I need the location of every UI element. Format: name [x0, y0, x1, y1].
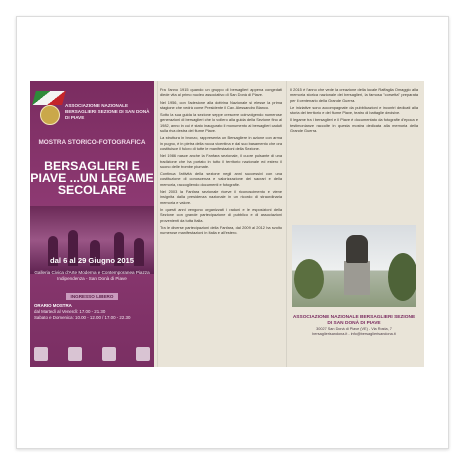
hours-weekend: Sabato e Domenica: 10.00 - 12.00 / 17.00 - 22.30 — [34, 315, 131, 320]
paragraph: Nel 1986 nasce anche la Fanfara sezionale, il cuore pulsante di una tradizione che ha portato in tutto il territorio nazionale ed estero il suono delle trombe piumate. — [160, 153, 282, 169]
paragraph: Sotto la sua guida la sezione seppe crescere coinvolgendo numerose generazioni di bersaglieri che lo vollero alla guida della Sezione fino al 1982, anno in cui è stato inaugurato il monumento ai bersaglieri caduti sulla riva destra del fiume Piave. — [160, 112, 282, 134]
paragraph: Il 2015 è l'anno che vede la creazione della locale Raffaglia Omaggio alla memoria storica nazionale dei bersaglieri, la famosa "corsetta" preparata per il centenario della Grande Guerra. — [290, 87, 418, 103]
association-emblem-icon — [40, 105, 60, 125]
monument-base — [344, 261, 370, 295]
paragraph: Nel 2003 la Fanfara sezionale riceve il riconoscimento e viene insignita dalla presidenza nazionale in un ricordo di straordinaria memoria e valore. — [160, 189, 282, 205]
sponsor-logo-icon — [102, 347, 116, 361]
footer-contact: bersaglierisandona.it - info@bersaglierisandona.it — [312, 332, 396, 336]
footer-address: 30027 San Donà di Piave (VE) - Via Rosta, 7 — [316, 327, 392, 331]
paragraph: La struttura in bronzo, rappresenta un Bersagliere in azione con arma in pugno, è in pietra della rocca vicentina e dal suo basamento che ora costituisce il fulcro di tutte le manifestazioni della Sezione. — [160, 135, 282, 151]
exhibition-type: MOSTRA STORICO-FOTOGRAFICA — [38, 139, 146, 146]
bersagliere-statue — [346, 235, 368, 263]
brochure-sheet — [30, 81, 424, 367]
history-text-column — [160, 87, 282, 363]
paragraph: Tra le diverse partecipazioni della Fanfara, dal 2009 al 2012 ha svolto numerose manifestazioni in Italia e all'estero. — [160, 224, 282, 236]
hours-weekdays: dal Martedì al Venerdì: 17.00 - 21.30 — [34, 309, 106, 314]
opening-hours-title: ORARIO MOSTRA — [34, 303, 72, 308]
opening-hours — [34, 303, 150, 321]
paragraph: Le iniziative sono accompagnate da pubblicazioni e incontri dedicati alla storia del territorio e del fiume Piave, teatro di battaglie decisive. — [290, 104, 418, 116]
sponsor-logo-icon — [136, 347, 150, 361]
sponsor-logos — [34, 343, 150, 361]
cover-panel — [30, 81, 154, 367]
exhibition-dates: dal 6 al 29 Giugno 2015 — [50, 256, 134, 265]
monument-photo — [292, 225, 416, 307]
association-footer — [292, 315, 416, 337]
history-text-column-right — [290, 87, 418, 223]
fold-line — [286, 81, 287, 367]
paragraph: In questi anni vengono organizzati i raduni e le esposizioni della Sezione con grande partecipazione di pubblico e di associazioni provenienti da tutta Italia. — [160, 206, 282, 223]
fold-line — [157, 81, 158, 367]
paragraph: Fra l'anno 1915 quando un gruppo di bersaglieri appena congedati diede vita al primo nucleo associativo di San Donà di Piave. — [160, 87, 282, 98]
italian-flag-icon — [32, 91, 66, 105]
footer-heading: ASSOCIAZIONE NAZIONALE BERSAGLIERI SEZIONE DI SAN DONÀ DI PIAVE — [292, 315, 416, 326]
paragraph: Il legame tra i bersaglieri e il Piave è documentato da fotografie d'epoca e testimonianze raccolte in questa mostra dedicata alla memoria della Grande Guerra. — [290, 117, 418, 134]
paragraph: Nel 1956, con l'adesione alla dottrina Nazionale si elesse la prima stagione che vedrà come Presidente il Cav. Alessandro Bianco. — [160, 99, 282, 110]
paragraph: Continua l'attività della sezione negli anni successivi con una costituzione di conoscenza e valorizzazione dei sacrari e della memoria, raccogliendo documenti e fotografie. — [160, 171, 282, 187]
free-entry-badge: INGRESSO LIBERO — [66, 293, 118, 300]
association-name: ASSOCIAZIONE NAZIONALE BERSAGLIERI SEZIONE DI SAN DONÀ DI PIAVE — [65, 103, 150, 120]
sponsor-logo-icon — [34, 347, 48, 361]
exhibition-title: BERSAGLIERI E PIAVE ...UN LEGAME SECOLARE — [30, 159, 154, 197]
exhibition-venue: Galleria Civica d'Arte Moderna e Contemporanea Piazza Indipendenza - San Donà di Piave — [34, 270, 150, 281]
sponsor-logo-icon — [68, 347, 82, 361]
